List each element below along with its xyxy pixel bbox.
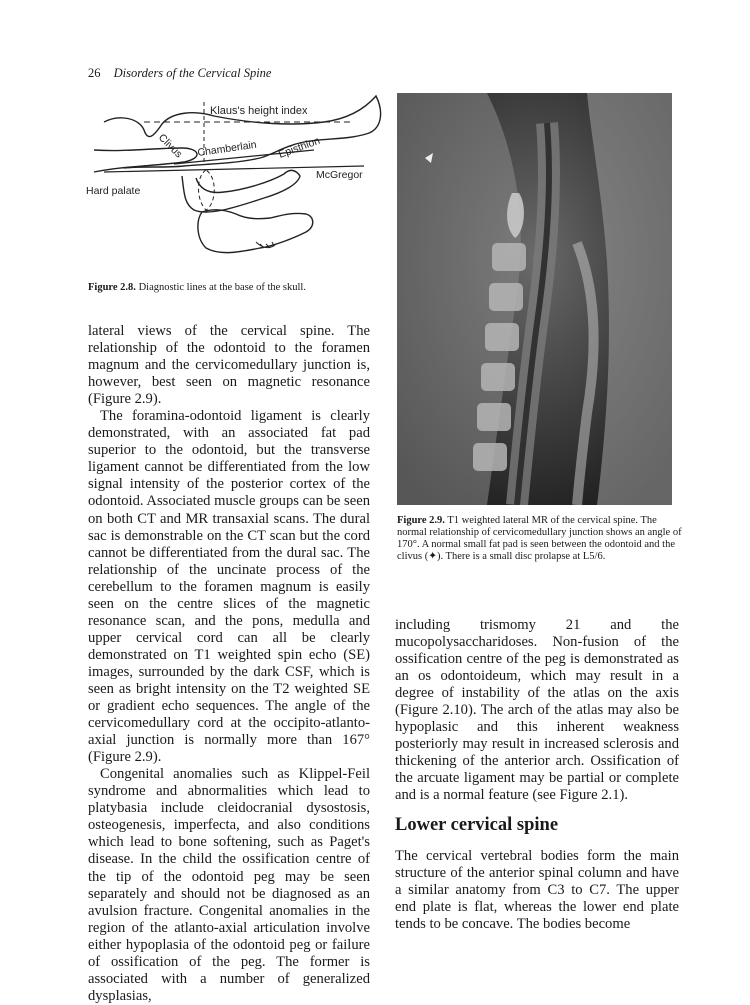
figure-2-9-mri-image	[397, 93, 672, 505]
right-column-bottom	[395, 848, 679, 933]
label-hard-palate: Hard palate	[86, 185, 141, 197]
paragraph: The cervical vertebral bodies form the main structure of the anterior spinal column and have a similar anatomy from C3 to C7. The upper end plate is flat, whereas the lower end plate tends to be concave. The bodies become	[395, 848, 679, 933]
label-mcgregor: McGregor	[316, 169, 363, 181]
running-header	[88, 66, 271, 81]
label-episthion: Episthion	[276, 134, 322, 161]
running-title: Disorders of the Cervical Spine	[113, 66, 272, 80]
right-column-top	[395, 617, 679, 805]
figure-2-8-label: Figure 2.8.	[88, 282, 136, 293]
figure-2-8-text: Diagnostic lines at the base of the skull.	[138, 282, 306, 293]
label-chamberlain: Chamberlain	[196, 138, 258, 159]
label-klaus: Klaus's height index	[210, 105, 308, 117]
left-column	[88, 323, 370, 1005]
atlas-outline	[182, 170, 300, 212]
paragraph: Congenital anomalies such as Klippel-Feil syndrome and abnormalities which lead to platybasia include cleidocranial dysostosis, osteogenesis, imperfecta, and also conditions which lead to bone softening, such as Paget's disease. In the child the ossification centre of the tip of the odontoid peg may be seen separately and should not be diagnosed as an avulsion fracture. Congenital anomalies in the region of the atlanto-axial articulation involve either hypoplasia of the odontoid peg or failure of ossification of the peg. The former is associated with a number of generalized dysplasias,	[88, 766, 370, 1004]
paragraph: The foramina-odontoid ligament is clearly demonstrated, with an associated fat pad superior to the odontoid, but the transverse ligament cannot be differentiated from the low signal intensity of the posterior cortex of the odontoid. Associated muscle groups can be seen on both CT and MR transaxial scans. The dural sac is demonstrable on the CT scan but the cord cannot be differentiated from the dural sac. The relationship of the uncinate process of the cerebellum to the foramen magnum is easily seen on the centre slices of the magnetic resonance scan, and the pons, medulla and upper cervical cord can all be clearly demonstrated on T1 weighted spin echo (SE) images, surrounded by the dark CSF, which is seen as bright intensity on the T2 weighted SE or gradient echo sequences. The angle of the cervicomedullary cord at the occipito-atlanto-axial junction is normally more than 167° (Figure 2.9).	[88, 408, 370, 766]
page-number: 26	[88, 66, 101, 80]
figure-2-9-label: Figure 2.9.	[397, 515, 445, 526]
label-clivus: Clivus	[155, 131, 185, 161]
section-heading: Lower cervical spine	[395, 815, 559, 835]
figure-2-9-text: T1 weighted lateral MR of the cervical spine. The normal relationship of cervicomedullary junction shows an angle of 170°. A normal small fat pad is seen between the odontoid and the clivus (✦). There is a small disc prolapse at L5/6.	[397, 515, 682, 562]
paragraph: including trismomy 21 and the mucopolysaccharidoses. Non-fusion of the ossification centre of the peg is demonstrated as an os odontoideum, which may result in a degree of instability of the atlas on the axis (Figure 2.10). The arch of the atlas may also be hypoplasic and this inherent weakness posteriorly may result in increased sclerosis and thickening of the anterior arch. Ossification of the arcuate ligament may be partial or complete and is a normal feature (see Figure 2.1).	[395, 617, 679, 804]
axis-outline	[198, 210, 313, 253]
figure-2-8-caption	[88, 282, 378, 294]
figure-2-8-diagram	[84, 92, 384, 278]
figure-2-9-caption	[397, 515, 687, 563]
paragraph: lateral views of the cervical spine. The relationship of the odontoid to the foramen magnum and the cervicomedullary junction is, however, best seen on magnetic resonance (Figure 2.9).	[88, 323, 370, 408]
